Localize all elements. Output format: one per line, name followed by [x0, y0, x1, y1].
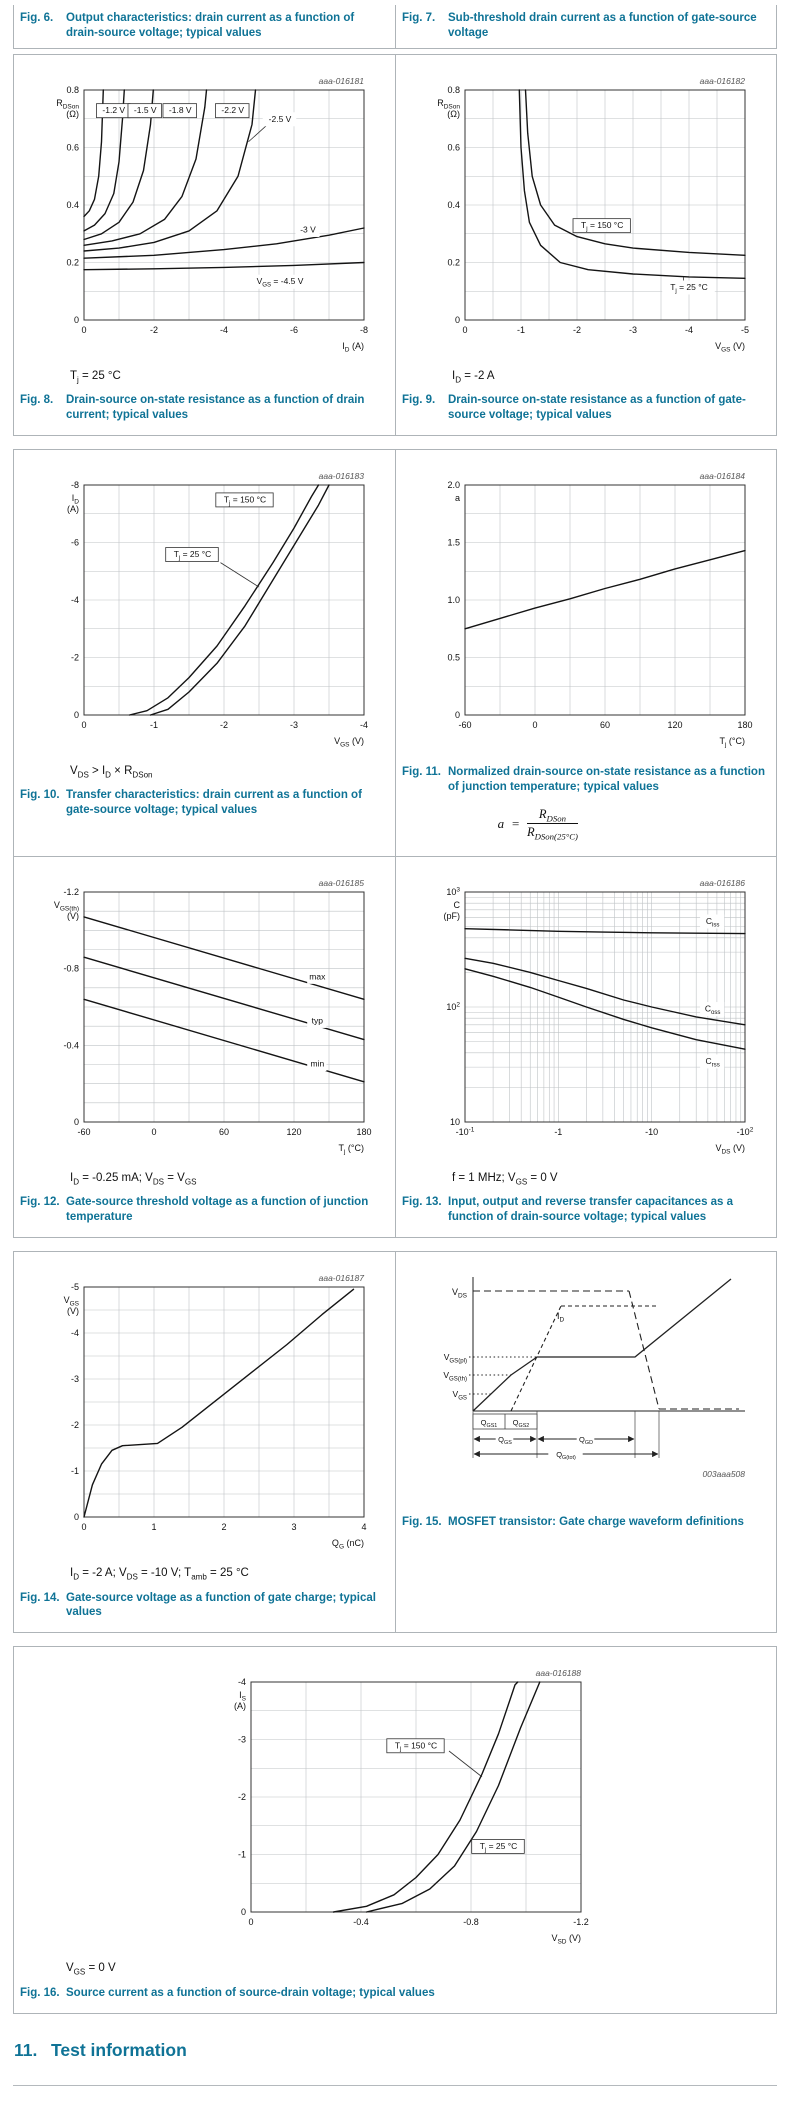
- figure-number: Fig. 9.: [402, 394, 436, 407]
- svg-text:-1.5 V: -1.5 V: [133, 105, 157, 115]
- svg-text:VGS(pl): $V_{GS(pl)}$: [443, 1352, 467, 1365]
- svg-text:-10-1: $-10^{-1}$: [455, 1126, 475, 1138]
- svg-text:-60: -60: [458, 720, 472, 731]
- svg-text:-1: -1: [516, 324, 526, 335]
- svg-text:0.8: 0.8: [447, 84, 460, 95]
- svg-text:180: 180: [737, 720, 753, 731]
- svg-text:0: 0: [150, 1127, 157, 1138]
- svg-text:RDSon: $R_{DSon}$: [55, 97, 79, 111]
- svg-text:QGS1: $Q_{GS1}$: [480, 1418, 498, 1430]
- svg-text:-4: -4: [237, 1677, 246, 1688]
- section-heading-test-information: [14, 2040, 777, 2061]
- svg-text:QGD: $Q_{GD}$: [579, 1435, 593, 1447]
- svg-text:-4: -4: [70, 1328, 79, 1339]
- svg-text:QGS2: $Q_{GS2}$: [512, 1418, 530, 1430]
- svg-text:Coss: $C_{oss}$: [704, 1003, 721, 1016]
- svg-text:0: 0: [248, 1917, 254, 1928]
- svg-text:0: 0: [532, 720, 538, 731]
- figure-caption-fig11: [402, 765, 770, 795]
- svg-text:aaa-016181: aaa-016181: [318, 75, 364, 86]
- svg-text:-2.5 V: -2.5 V: [268, 113, 291, 124]
- svg-text:103: $10^3$: [446, 886, 460, 898]
- svg-text:2.0: 2.0: [447, 480, 460, 491]
- svg-text:QG (nC): $Q_G$ (nC): [331, 1538, 364, 1551]
- svg-text:aaa-016186: aaa-016186: [699, 878, 745, 889]
- svg-text:VGS (V): $V_{GS}$ (V): [715, 340, 745, 354]
- svg-text:VGS: $V_{GS}$: [452, 1389, 467, 1402]
- svg-text:VGS(th): $V_{GS(th)}$: [53, 900, 79, 913]
- svg-text:QGS: $Q_{GS}$: [498, 1435, 512, 1447]
- svg-text:-3: -3: [628, 324, 638, 335]
- svg-text:0.6: 0.6: [65, 142, 79, 153]
- svg-text:Crss: $C_{rss}$: [705, 1055, 720, 1069]
- figure-cell-fig16: [14, 1647, 776, 2012]
- svg-text:Tj = 25 °C: $T_j = 25$ °C: [173, 549, 211, 562]
- svg-text:-1.2: -1.2: [573, 1917, 589, 1928]
- svg-text:-3 V: -3 V: [299, 224, 316, 235]
- svg-text:0: 0: [73, 1512, 79, 1523]
- svg-text:0.6: 0.6: [447, 142, 460, 153]
- svg-text:0: 0: [80, 1522, 87, 1533]
- figure-caption-fig16: [20, 1986, 770, 2001]
- figure-number: Fig. 10.: [20, 789, 60, 802]
- svg-text:(V): (V): [66, 1306, 79, 1317]
- svg-text:-60: -60: [76, 1127, 91, 1138]
- figure-caption-text: Drain-source on-state resistance as a function of drain current; typical values: [66, 394, 365, 422]
- svg-text:VDS (V): $V_{DS}$ (V): [715, 1143, 745, 1156]
- svg-text:(Ω): (Ω): [447, 108, 460, 119]
- figure-caption-fig7: [402, 11, 770, 41]
- figure-panel-fig14-fig15: [13, 1251, 777, 1633]
- chart-capacitances-vs-vds: [413, 866, 759, 1158]
- svg-text:-3: -3: [237, 1734, 246, 1745]
- svg-text:0: 0: [80, 324, 87, 335]
- figure-panel-fig16: [13, 1646, 777, 2013]
- figure-caption-fig9: [402, 393, 770, 423]
- svg-text:0.8: 0.8: [65, 84, 79, 95]
- svg-text:120: 120: [285, 1127, 302, 1138]
- svg-text:180: 180: [355, 1127, 372, 1138]
- svg-text:ID: $I_D$: [557, 1311, 565, 1324]
- svg-text:VGS: $V_{GS}$: [63, 1295, 79, 1308]
- svg-text:Tj = 150 °C: $T_j = 150$ °C: [581, 220, 624, 233]
- svg-text:IS: $I_S$: [239, 1690, 246, 1703]
- svg-text:-1: -1: [237, 1849, 246, 1860]
- svg-text:120: 120: [667, 720, 683, 731]
- svg-text:0.4: 0.4: [65, 199, 79, 210]
- svg-text:-2.2 V: -2.2 V: [220, 105, 244, 115]
- figure-number: Fig. 8.: [20, 394, 54, 407]
- chart-container: [20, 1261, 389, 1558]
- svg-text:-8: -8: [359, 324, 368, 335]
- svg-text:VGS (V): $V_{GS}$ (V): [333, 736, 364, 749]
- svg-text:aaa-016185: aaa-016185: [318, 878, 364, 889]
- svg-text:aaa-016182: aaa-016182: [699, 75, 745, 86]
- figure-caption-text: Source current as a function of source-drain voltage; typical values: [66, 1986, 435, 1999]
- svg-text:(Ω): (Ω): [65, 108, 79, 119]
- svg-text:4: 4: [360, 1522, 367, 1533]
- chart-normalized-rdson-vs-temperature: [413, 459, 759, 751]
- chart-container: [20, 64, 389, 361]
- figure-cell-fig9: [395, 55, 776, 435]
- svg-text:-2: -2: [237, 1792, 246, 1803]
- svg-text:-4: -4: [684, 324, 694, 335]
- svg-text:-10: -10: [645, 1127, 659, 1138]
- svg-text:0: 0: [462, 324, 468, 335]
- svg-text:-1: -1: [149, 720, 158, 731]
- svg-text:-4: -4: [359, 720, 368, 731]
- svg-text:typ: typ: [311, 1015, 323, 1026]
- conditions-fig8: $T_j = 25$ °C: [70, 369, 121, 385]
- svg-text:-0.4: -0.4: [353, 1917, 369, 1928]
- svg-text:0: 0: [454, 710, 460, 721]
- conditions-fig12: $I_D = -0.25$ mA; $V_{DS} = V_{GS}$: [70, 1172, 197, 1187]
- svg-text:aaa-016187: aaa-016187: [318, 1273, 364, 1284]
- svg-text:aaa-016184: aaa-016184: [699, 471, 745, 482]
- figure-caption-fig13: [402, 1195, 770, 1225]
- svg-text:0: 0: [80, 720, 87, 731]
- chart-rdson-vs-gate-source-voltage: [413, 64, 759, 356]
- figure-caption-text: Transfer characteristics: drain current as a function of gate-source voltage; typical values: [66, 789, 362, 817]
- svg-text:003aaa508: 003aaa508: [702, 1469, 745, 1480]
- svg-text:Tj = 150 °C: $T_j = 150$ °C: [223, 494, 266, 507]
- formula-fraction: [527, 807, 578, 842]
- chart-source-current-vs-vsd: [195, 1656, 595, 1948]
- chart-transfer-characteristics: [32, 459, 378, 751]
- formula-denominator: $R_{DSon(25^\circ C)}$: [526, 825, 578, 842]
- figure-cell-fig8: [14, 55, 395, 435]
- svg-text:VGS = -4.5 V: $V_{GS} = -4.5$ V: [256, 276, 303, 289]
- diagram-gate-charge-waveform: [411, 1261, 761, 1501]
- conditions-fig10: $V_{DS} > I_D \times R_{DSon}$: [70, 765, 153, 780]
- svg-text:-4: -4: [219, 324, 228, 335]
- figure-caption-text: Gate-source voltage as a function of gate charge; typical values: [66, 1591, 376, 1619]
- figure-number: Fig. 7.: [402, 12, 436, 24]
- figure-caption-fig14: [20, 1591, 389, 1621]
- svg-text:(A): (A): [234, 1701, 246, 1712]
- svg-text:0.2: 0.2: [447, 257, 460, 268]
- svg-text:-2: -2: [149, 324, 158, 335]
- conditions-fig16: $V_{GS} = 0$ V: [66, 1962, 116, 1977]
- figure-number: Fig. 13.: [402, 1196, 442, 1209]
- figure-number: Fig. 6.: [20, 12, 54, 24]
- svg-text:Tj (°C): $T_j$ (°C): [719, 736, 745, 749]
- svg-text:-2: -2: [219, 720, 228, 731]
- figure-number: Fig. 12.: [20, 1196, 60, 1209]
- svg-text:0.4: 0.4: [447, 199, 460, 210]
- figure-number: Fig. 11.: [402, 766, 441, 779]
- figure-caption-text: Input, output and reverse transfer capacitances as a function of drain-source voltage; typical values: [448, 1196, 734, 1224]
- svg-text:Ciss: $C_{iss}$: [705, 916, 720, 929]
- svg-text:min: min: [309, 1058, 324, 1069]
- figure-cell-fig12: [14, 856, 395, 1237]
- svg-text:Tj (°C): $T_j$ (°C): [337, 1143, 364, 1156]
- svg-text:1: 1: [150, 1522, 157, 1533]
- section-divider: [13, 2085, 777, 2086]
- svg-text:Tj = 25 °C: $T_j = 25$ °C: [479, 1841, 518, 1854]
- chart-container: [20, 459, 389, 756]
- svg-text:-1.2: -1.2: [62, 887, 79, 898]
- svg-text:VSD (V): $V_{SD}$ (V): [551, 1933, 581, 1946]
- svg-text:-0.4: -0.4: [62, 1040, 79, 1051]
- svg-text:(A): (A): [66, 504, 79, 515]
- chart-gate-source-voltage-vs-gate-charge: [32, 1261, 378, 1553]
- svg-text:a: a: [454, 493, 460, 504]
- caption-cell-fig7: [395, 5, 776, 48]
- figure-caption-fig10: [20, 788, 389, 818]
- svg-text:VGS(th): $V_{GS(th)}$: [443, 1370, 467, 1383]
- svg-text:-1: -1: [70, 1466, 79, 1477]
- figure-number: Fig. 16.: [20, 1986, 60, 1999]
- svg-text:RDSon: $R_{DSon}$: [437, 97, 460, 111]
- figure-caption-fig15: [402, 1515, 770, 1530]
- svg-text:0: 0: [73, 710, 79, 721]
- svg-text:0: 0: [73, 1117, 79, 1128]
- svg-text:-1: -1: [554, 1127, 563, 1138]
- svg-text:-2: -2: [70, 652, 79, 663]
- figure-caption-text: Output characteristics: drain current as a function of drain-source voltage; typical values: [66, 12, 355, 39]
- figure-cell-fig14: [14, 1252, 395, 1632]
- figure-panel-fig10-fig13: [13, 449, 777, 1238]
- svg-text:60: 60: [218, 1127, 229, 1138]
- svg-text:-102: $-10^2$: [736, 1126, 754, 1138]
- svg-text:-6: -6: [289, 324, 298, 335]
- svg-text:-2: -2: [70, 1420, 79, 1431]
- svg-text:ID (A): $I_D$ (A): [341, 340, 364, 354]
- waveform-container: [402, 1261, 770, 1506]
- svg-text:10: 10: [449, 1117, 460, 1128]
- figure-number: Fig. 15.: [402, 1516, 442, 1529]
- formula-equals: =: [511, 816, 520, 832]
- svg-text:VDS: $V_{DS}$: [451, 1287, 467, 1300]
- figure-cell-fig13: [395, 856, 776, 1237]
- svg-text:-1.8 V: -1.8 V: [168, 105, 192, 115]
- chart-container: [402, 866, 770, 1163]
- figure-caption-text: Gate-source threshold voltage as a function of junction temperature: [66, 1196, 369, 1224]
- svg-text:0.2: 0.2: [65, 257, 79, 268]
- svg-text:Tj = 150 °C: $T_j = 150$ °C: [394, 1740, 438, 1754]
- svg-text:-6: -6: [70, 537, 79, 548]
- svg-text:1.0: 1.0: [447, 595, 460, 606]
- svg-text:60: 60: [599, 720, 611, 731]
- section-title: Test information: [51, 2039, 187, 2060]
- figure-caption-fig8: [20, 393, 389, 423]
- svg-text:aaa-016183: aaa-016183: [318, 471, 364, 482]
- svg-text:-3: -3: [70, 1374, 79, 1385]
- svg-text:0: 0: [454, 314, 460, 325]
- chart-container: [402, 64, 770, 361]
- figure-caption-fig6: [20, 11, 389, 41]
- svg-text:-5: -5: [70, 1282, 79, 1293]
- svg-text:0: 0: [240, 1907, 246, 1918]
- figure-cell-fig10: [14, 450, 395, 856]
- svg-text:-1.2 V: -1.2 V: [101, 105, 125, 115]
- figure-caption-text: MOSFET transistor: Gate charge waveform definitions: [448, 1516, 744, 1529]
- chart-container: [20, 1656, 770, 1953]
- svg-text:max: max: [308, 971, 325, 982]
- svg-text:aaa-016188: aaa-016188: [535, 1668, 581, 1679]
- formula-lhs: a: [497, 816, 505, 832]
- svg-text:(V): (V): [66, 911, 79, 922]
- svg-text:-4: -4: [70, 595, 79, 606]
- figure-caption-fig12: [20, 1195, 389, 1225]
- svg-text:C: C: [453, 900, 460, 911]
- chart-threshold-voltage-vs-temperature: [32, 866, 378, 1158]
- svg-text:-5: -5: [740, 324, 750, 335]
- chart-container: [20, 866, 389, 1163]
- figure-number: Fig. 14.: [20, 1591, 60, 1604]
- figure-caption-text: Normalized drain-source on-state resistance as a function of junction temperature; typical values: [448, 766, 765, 793]
- svg-text:0: 0: [73, 314, 79, 325]
- conditions-fig14: $I_D = -2$ A; $V_{DS} = -10$ V; $T_{amb} = 25$ °C: [70, 1567, 249, 1582]
- svg-text:(pF): (pF): [443, 911, 460, 922]
- svg-text:-0.8: -0.8: [463, 1917, 479, 1928]
- svg-text:102: $10^2$: [446, 1001, 460, 1013]
- svg-text:-3: -3: [289, 720, 298, 731]
- chart-container: [402, 459, 770, 756]
- svg-text:-8: -8: [70, 480, 79, 491]
- conditions-fig9: $I_D = -2$ A: [452, 369, 495, 385]
- section-number: 11.: [14, 2039, 38, 2060]
- svg-text:Tj = 25 °C: $T_j = 25$ °C: [670, 281, 708, 295]
- svg-text:1.5: 1.5: [447, 537, 460, 548]
- svg-text:ID: $I_D$: [71, 493, 79, 506]
- svg-text:-2: -2: [572, 324, 582, 335]
- caption-cell-fig6: [14, 5, 395, 48]
- svg-text:QG(tot): $Q_{G(tot)}$: [556, 1450, 576, 1462]
- formula-normalized-rdson: [498, 807, 578, 842]
- figure-caption-text: Drain-source on-state resistance as a function of gate-source voltage; typical values: [448, 394, 746, 422]
- svg-text:2: 2: [220, 1522, 227, 1533]
- figure-panel-fig8-fig9: [13, 54, 777, 436]
- figure-cell-fig15: [395, 1252, 776, 1632]
- figure-cell-fig11: [395, 450, 776, 856]
- chart-rdson-vs-drain-current: [32, 64, 378, 356]
- svg-text:-0.8: -0.8: [62, 963, 79, 974]
- figure-caption-text: Sub-threshold drain current as a function of gate-source voltage: [448, 12, 757, 39]
- caption-row-fig6-fig7: [13, 5, 777, 49]
- svg-text:0.5: 0.5: [447, 652, 460, 663]
- svg-text:3: 3: [290, 1522, 297, 1533]
- conditions-fig13: f = 1 MHz; $V_{GS} = 0$ V: [452, 1172, 558, 1187]
- formula-numerator: $R_{DSon}$: [538, 806, 566, 824]
